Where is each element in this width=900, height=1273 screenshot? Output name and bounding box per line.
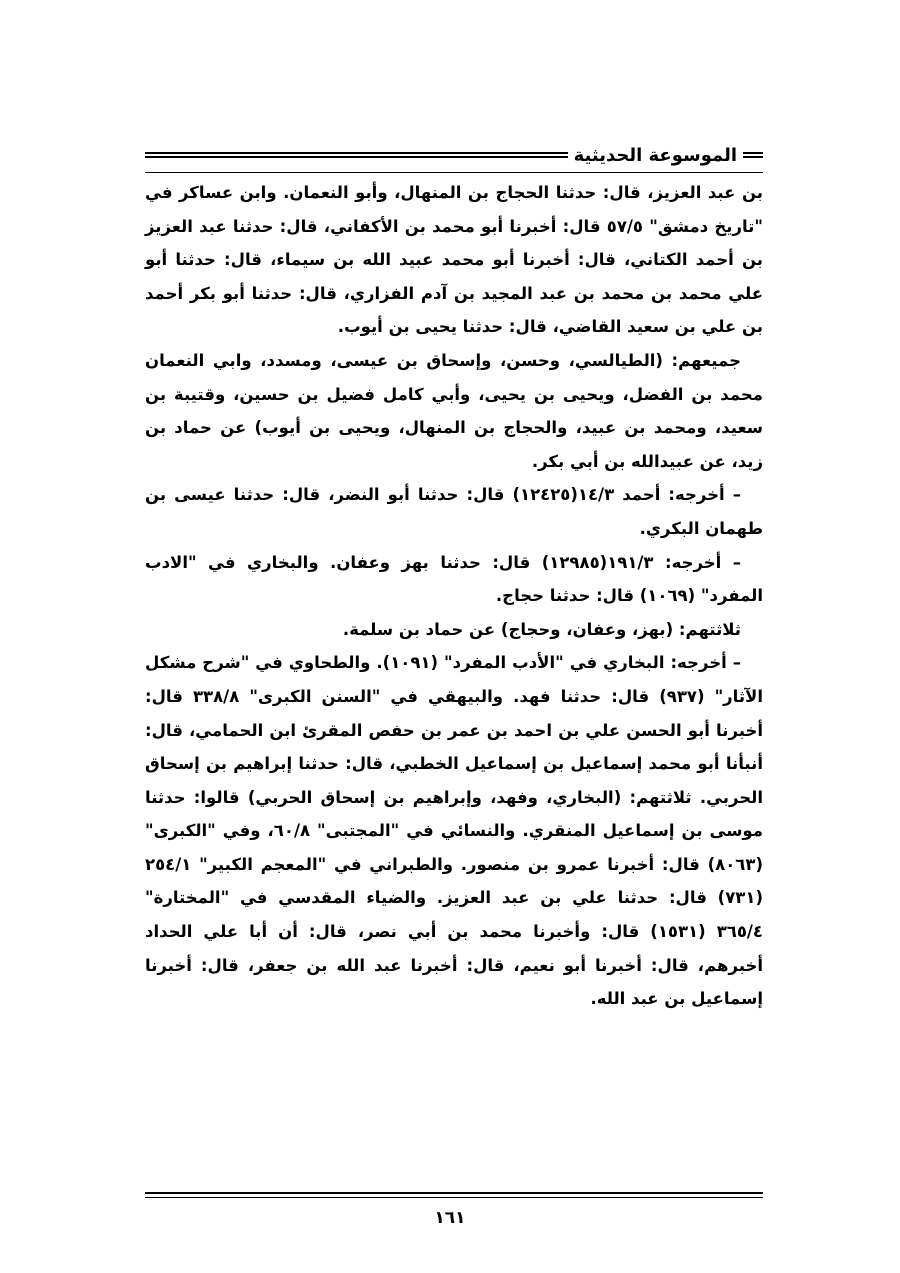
footer-rule [145,1197,763,1198]
header-rule [145,172,763,173]
page-number: ١٦١ [434,1208,466,1228]
body-text [145,176,763,1016]
running-header [145,140,763,170]
paragraph: بن عبد العزيز، قال: حدثنا الحجاج بن المنهال، وأبو النعمان. وابن عساكر في "تاريخ دمشق" ٥٧/٥ قال: أخبرنا أبو محمد بن الأكفاني، قال: حدثنا عبد العزيز بن أحمد الكتاني، قال: أخبرنا أبو محمد عبيد الله بن سيماء، قال: حدثنا أبو علي محمد بن محمد بن عبد المجيد بن آدم الفزاري، قال: حدثنا أبو بكر أحمد بن علي بن سعيد القاضي، قال: حدثنا يحيى بن أيوب. [145,183,763,337]
paragraph: – أخرجه: البخاري في "الأدب المفرد" (١٠٩١). والطحاوي في "شرح مشكل الآثار" (٩٣٧) قال: حدثنا فهد. والبيهقي في "السنن الكبرى" ٣٣٨/٨ قال: أخبرنا أبو الحسن علي بن احمد بن عمر بن حفص المقرئ ابن الحمامي، قال: أنبأنا أبو محمد إسماعيل بن إسماعيل الخطبي، قال: حدثنا إبراهيم بن إسحاق الحربي. ثلاثتهم: (البخاري، وفهد، وإبراهيم بن إسحاق الحربي) قالوا: حدثنا موسى بن إسماعيل المنقري. والنسائي في "المجتبى" ٦٠/٨، وفي "الكبرى" (٨٠٦٣) قال: أخبرنا عمرو بن منصور. والطبراني في "المعجم الكبير" ٢٥٤/١ (٧٣١) قال: حدثنا علي بن عبد العزيز. والضياء المقدسي في "المختارة" ٣٦٥/٤ (١٥٣١) قال: وأخبرنا محمد بن أبي نصر، قال: أن أبا علي الحداد أخبرهم، قال: أخبرنا أبو نعيم، قال: أخبرنا عبد الله بن جعفر، قال: أخبرنا إسماعيل بن عبد الله. [145,653,763,1009]
footer-rule [145,1192,763,1194]
paragraph: ثلاثتهم: (بهز، وعفان، وحجاج) عن حماد بن سلمة. [342,619,741,639]
running-header-title: الموسوعة الحديثية [573,144,737,166]
paragraph: – أخرجه: أحمد ١٤/٣(١٢٤٢٥) قال: حدثنا أبو النضر، قال: حدثنا عيسى بن طهمان البكري. [145,485,763,538]
paragraph: – أخرجه: ١٩١/٣(١٢٩٨٥) قال: حدثنا بهز وعفان. والبخاري في "الادب المفرد" (١٠٦٩) قال: حدثنا حجاج. [145,552,763,606]
header-ornament-right [743,152,763,158]
paragraph: جميعهم: (الطيالسي، وحسن، وإسحاق بن عيسى، ومسدد، وابي النعمان محمد بن الفضل، ويحيى بن يحيى، وأبي كامل فضيل بن حسين، وقتيبة بن سعيد، ومحمد بن عبيد، والحجاج بن المنهال، ويحيى بن أيوب) عن حماد بن زيد، عن عبيدالله بن أبي بكر. [145,350,763,471]
header-ornament-left [145,152,568,158]
